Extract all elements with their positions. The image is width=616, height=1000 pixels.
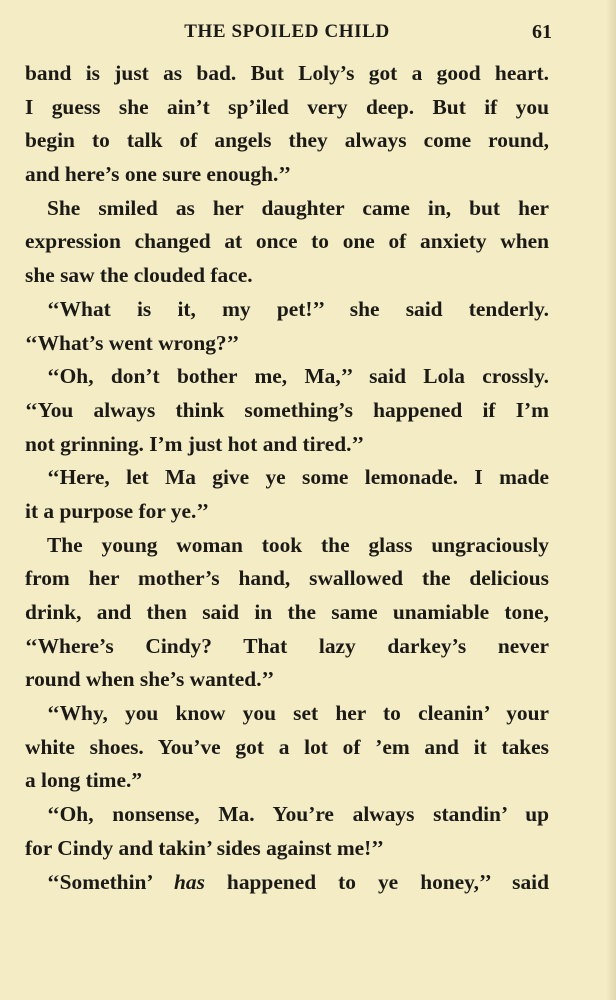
text-line: white shoes. You’ve got a lot of ’em and it takes	[25, 734, 549, 759]
text-line: ‘‘Oh, nonsense, Ma. You’re always standin’ up	[47, 802, 549, 827]
text-line: it a purpose for ye.’’	[25, 498, 209, 523]
text-line: ‘‘Why, you know you set her to cleanin’ your	[47, 701, 549, 726]
page-header	[22, 21, 552, 51]
emphasis-text: has	[173, 869, 205, 894]
text-line-final	[25, 866, 549, 900]
text-line: begin to talk of angels they always come round,	[25, 128, 549, 153]
text-line: round when she’s wanted.’’	[25, 667, 275, 692]
text-line: not grinning. I’m just hot and tired.’’	[25, 431, 365, 456]
text-fragment: ‘‘Somethin’	[47, 869, 174, 894]
body-text	[25, 57, 549, 899]
running-head: THE SPOILED CHILD	[184, 21, 390, 42]
text-line: She smiled as her daughter came in, but her	[47, 195, 549, 220]
text-fragment: happened to ye honey,’’ said	[204, 869, 549, 894]
text-line: The young woman took the glass ungraciously	[47, 532, 549, 557]
text-line: a long time.”	[25, 768, 143, 793]
text-line: for Cindy and takin’ sides against me!’’	[25, 835, 384, 860]
text-line: ‘‘What’s went wrong?’’	[25, 330, 240, 355]
page-number: 61	[532, 21, 552, 43]
text-line: she saw the clouded face.	[25, 263, 253, 288]
text-line: ‘‘Oh, don’t bother me, Ma,’’ said Lola crossly.	[47, 364, 549, 389]
text-line: drink, and then said in the same unamiable tone,	[25, 600, 549, 624]
text-line: ‘‘What is it, my pet!’’ she said tenderly.	[47, 296, 549, 321]
text-line: band is just as bad. But Loly’s got a good heart.	[25, 61, 549, 85]
text-line: from her mother’s hand, swallowed the delicious	[25, 566, 549, 591]
text-line: and here’s one sure enough.’’	[25, 162, 292, 187]
text-line: I guess she ain’t sp’iled very deep. But if you	[25, 94, 549, 119]
text-line: ‘‘You always think something’s happened if I’m	[25, 397, 549, 422]
text-line: expression changed at once to one of anxiety when	[25, 229, 549, 254]
text-line: ‘‘Where’s Cindy? That lazy darkey’s never	[25, 633, 549, 658]
text-line: ‘‘Here, let Ma give ye some lemonade. I made	[47, 465, 549, 490]
page-edge-shadow	[606, 0, 616, 1000]
